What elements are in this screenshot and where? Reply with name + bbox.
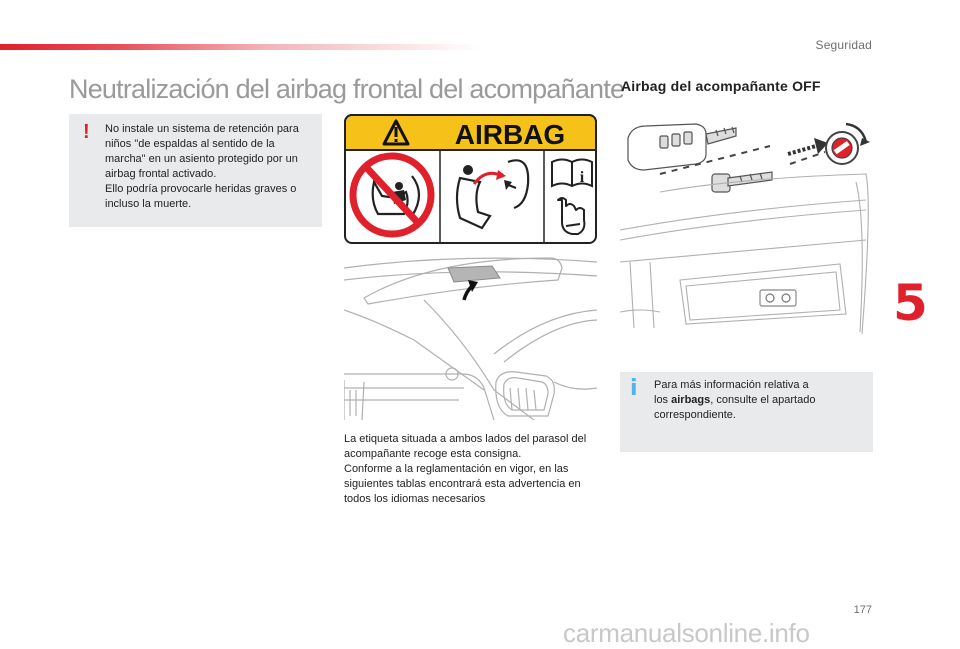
label-caption: La etiqueta situada a ambos lados del parasol del acompañante recoge esta consigna. Conforme a la reglamentación en vigor, en las siguientes tablas encontrará esta advertencia en todos los idiomas necesarios xyxy=(344,433,587,505)
info-text xyxy=(654,378,863,423)
airbag-off-switch-icon xyxy=(826,124,870,164)
page-number: 177 xyxy=(853,604,872,616)
info-prefix: los xyxy=(654,394,672,406)
header-accent-bar xyxy=(0,44,480,50)
section-title: Seguridad xyxy=(815,38,872,52)
watermark: carmanualsonline.info xyxy=(563,618,810,648)
info-suffix: , consulte el apartado correspondiente. xyxy=(654,394,816,421)
warning-box xyxy=(69,114,322,227)
pointer-arrow-icon xyxy=(464,280,478,300)
no-child-seat-icon xyxy=(353,156,431,234)
insert-arrow-icon xyxy=(788,138,828,154)
key-fob-icon xyxy=(628,124,736,170)
chapter-number: 5 xyxy=(893,274,928,332)
info-bold-airbags: airbags xyxy=(671,394,711,406)
info-box xyxy=(620,372,873,452)
svg-text:i: i xyxy=(579,169,585,186)
warning-text: No instale un sistema de retención para niños "de espaldas al sentido de la marcha" en un asiento protegido por un airbag frontal activado. Ello podría provocarle heridas graves o incluso la muerte. xyxy=(105,123,299,210)
airbag-switch-illustration xyxy=(620,112,873,334)
info-line-1: Para más información relativa a xyxy=(654,379,809,391)
airbag-warning-label xyxy=(344,114,597,244)
airbag-word: AIRBAG xyxy=(454,119,566,150)
key-icon xyxy=(712,172,772,192)
exclamation-icon: ! xyxy=(83,121,90,143)
info-icon: i xyxy=(630,376,638,401)
airbag-off-heading: Airbag del acompañante OFF xyxy=(621,78,821,94)
sun-visor-illustration xyxy=(344,250,597,420)
page-title: Neutralización del airbag frontal del acompañante xyxy=(69,74,625,104)
airbag-label-location xyxy=(448,266,500,282)
